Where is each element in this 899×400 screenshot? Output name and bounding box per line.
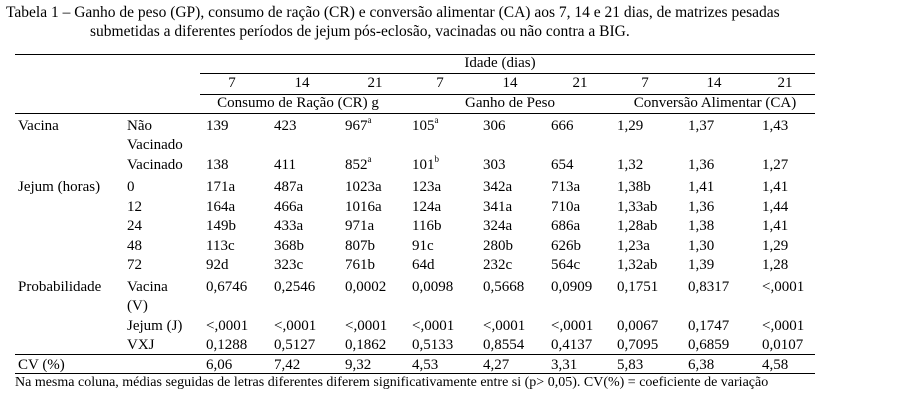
table-cell: 411 xyxy=(274,157,296,173)
row-level: 12 xyxy=(127,199,142,215)
superscript-letter: a xyxy=(367,154,372,164)
table-cell: 4,58 xyxy=(762,357,789,373)
row-level: (V) xyxy=(127,298,148,314)
table-cell: 0,0107 xyxy=(762,337,804,353)
table-cell: 6,06 xyxy=(206,357,233,373)
table-cell: 1,41 xyxy=(762,218,789,234)
table-cell: <,0001 xyxy=(206,318,249,334)
table-top-rule xyxy=(15,54,815,55)
table-cell: 1,32 xyxy=(617,157,644,173)
table-cell: 1,28 xyxy=(762,257,789,273)
table-cell: 433a xyxy=(274,218,304,234)
table-cell: 761b xyxy=(345,257,375,273)
table-cell: 1,30 xyxy=(688,238,715,254)
table-cell: 303 xyxy=(483,157,506,173)
header-day: 21 xyxy=(367,75,383,91)
table-cell: 341a xyxy=(483,199,513,215)
table-cell: 105$^a$ xyxy=(412,115,439,134)
table-bottom-rule xyxy=(15,373,815,374)
table-cell: 9,32 xyxy=(345,357,372,373)
table-cell: 1,28ab xyxy=(617,218,658,234)
table-cell: 0,8317 xyxy=(688,279,730,295)
header-bottom-rule xyxy=(15,113,815,114)
table-cell: 1,44 xyxy=(762,199,789,215)
table-cell: 324a xyxy=(483,218,513,234)
table-cell: 971a xyxy=(345,218,375,234)
table-cell: 1,27 xyxy=(762,157,789,173)
table-cell: 1,29 xyxy=(762,238,789,254)
table-cell: 0,5127 xyxy=(274,337,316,353)
table-cell: 0,1862 xyxy=(345,337,387,353)
table-cell: 6,38 xyxy=(688,357,715,373)
caption-line-2: submetidas a diferentes períodos de jejum pós-eclosão, vacinadas ou não contra a BIG. xyxy=(90,23,630,40)
table-cell: <,0001 xyxy=(762,318,805,334)
table-cell: 171a xyxy=(206,179,236,195)
table-cell: 0,4137 xyxy=(551,337,593,353)
table-cell: 713a xyxy=(551,179,581,195)
table-caption xyxy=(6,3,896,41)
table-cell: 0,2546 xyxy=(274,279,316,295)
table-cell: 564c xyxy=(551,257,581,273)
table-cell: 0,1751 xyxy=(617,279,659,295)
table-cell: 5,83 xyxy=(617,357,644,373)
table-cell: 164a xyxy=(206,199,236,215)
table-cell: 149b xyxy=(206,218,236,234)
table-cell: <,0001 xyxy=(274,318,317,334)
table-cell: 1,41 xyxy=(688,179,715,195)
row-level: Vacina xyxy=(127,279,168,295)
row-level: 72 xyxy=(127,257,142,273)
table-cell: 1,41 xyxy=(762,179,789,195)
table-cell: 487a xyxy=(274,179,304,195)
table-cell: <,0001 xyxy=(345,318,388,334)
table-cell: 626b xyxy=(551,238,581,254)
header-day: 21 xyxy=(572,75,588,91)
header-day: 14 xyxy=(706,75,722,91)
table-cell: 686a xyxy=(551,218,581,234)
table-cell: 0,8554 xyxy=(483,337,525,353)
table-cell: 654 xyxy=(551,157,574,173)
header-day: 7 xyxy=(228,75,236,91)
table-cell: 91c xyxy=(412,238,434,254)
table-cell: 0,1288 xyxy=(206,337,248,353)
table-cell: 807b xyxy=(345,238,375,254)
table-cell: 0,7095 xyxy=(617,337,659,353)
superscript-letter: b xyxy=(434,154,439,164)
table-cell: 138 xyxy=(206,157,229,173)
table-cell: 1,29 xyxy=(617,118,644,134)
row-level: 24 xyxy=(127,218,142,234)
table-cell: 466a xyxy=(274,199,304,215)
table-cell: <,0001 xyxy=(551,318,594,334)
table-cell: 0,0002 xyxy=(345,279,387,295)
table-cell: 1016a xyxy=(345,199,382,215)
table-cell: 852$^a$ xyxy=(345,154,372,173)
table-cell: 64d xyxy=(412,257,435,273)
table-cell: 1,36 xyxy=(688,199,715,215)
cv-top-rule xyxy=(15,354,815,355)
table-cell: 0,6746 xyxy=(206,279,248,295)
table-cell: 124a xyxy=(412,199,442,215)
table-footnote: Na mesma coluna, médias seguidas de letras diferentes diferem significativamente entre si (p> 0,05). CV(%) = coeficiente de variação xyxy=(15,375,769,390)
table-cell: 1,37 xyxy=(688,118,715,134)
table-cell: 113c xyxy=(206,238,235,254)
table-cell: 666 xyxy=(551,118,574,134)
header-day: 21 xyxy=(777,75,793,91)
table-cell: 323c xyxy=(274,257,304,273)
table-cell: 0,0098 xyxy=(412,279,454,295)
caption-line-1: Tabela 1 – Ganho de peso (GP), consumo de ração (CR) e conversão alimentar (CA) aos 7, 14 e 21 dias, de matrizes pesadas xyxy=(6,4,780,21)
row-level: Jejum (J) xyxy=(127,318,183,334)
table-cell: 0,6859 xyxy=(688,337,730,353)
table-cell: 4,53 xyxy=(412,357,439,373)
header-day: 14 xyxy=(294,75,310,91)
table-cell: 139 xyxy=(206,118,229,134)
table-cell: 0,1747 xyxy=(688,318,730,334)
row-factor: Vacina xyxy=(18,118,59,134)
table-cell: 1,38b xyxy=(617,179,651,195)
table-cell: <,0001 xyxy=(483,318,526,334)
table-cell: 368b xyxy=(274,238,304,254)
header-group: Consumo de Ração (CR) g xyxy=(217,95,379,111)
table-cell: 0,5133 xyxy=(412,337,454,353)
table-cell: 710a xyxy=(551,199,581,215)
row-level: 48 xyxy=(127,238,142,254)
row-level: 0 xyxy=(127,179,135,195)
table-cell: 4,27 xyxy=(483,357,510,373)
row-factor: Jejum (horas) xyxy=(18,179,101,195)
superscript-letter: a xyxy=(367,115,372,125)
table-cell: 306 xyxy=(483,118,506,134)
table-cell: 0,0067 xyxy=(617,318,659,334)
table-cell: 342a xyxy=(483,179,513,195)
table-cell: <,0001 xyxy=(412,318,455,334)
table-cell: 423 xyxy=(274,118,297,134)
table-cell: 232c xyxy=(483,257,513,273)
table-cell: 1023a xyxy=(345,179,382,195)
table-cell: 101$^b$ xyxy=(412,154,439,173)
row-level: VXJ xyxy=(127,337,155,353)
table-cell: 116b xyxy=(412,218,442,234)
row-level: Vacinado xyxy=(127,157,183,173)
superscript-letter: a xyxy=(434,115,439,125)
table-cell: 1,39 xyxy=(688,257,715,273)
row-factor: CV (%) xyxy=(18,357,65,373)
header-day: 7 xyxy=(436,75,444,91)
table-cell: 280b xyxy=(483,238,513,254)
table-cell: 123a xyxy=(412,179,442,195)
table-cell: 92d xyxy=(206,257,229,273)
table-cell: 1,32ab xyxy=(617,257,658,273)
table-cell: 0,5668 xyxy=(483,279,525,295)
table-cell: 1,33ab xyxy=(617,199,658,215)
table-cell: 1,43 xyxy=(762,118,789,134)
row-level: Vacinado xyxy=(127,137,183,153)
table-cell: 967$^a$ xyxy=(345,115,372,134)
header-group: Ganho de Peso xyxy=(465,95,555,111)
row-factor: Probabilidade xyxy=(18,279,102,295)
header-day: 7 xyxy=(641,75,649,91)
table-cell: 1,23a xyxy=(617,238,650,254)
header-day: 14 xyxy=(502,75,518,91)
table-cell: <,0001 xyxy=(762,279,805,295)
table-cell: 1,38 xyxy=(688,218,715,234)
table-cell: 1,36 xyxy=(688,157,715,173)
table-cell: 7,42 xyxy=(274,357,301,373)
table-cell: 0,0909 xyxy=(551,279,593,295)
header-group: Conversão Alimentar (CA) xyxy=(633,95,797,111)
table-cell: 3,31 xyxy=(551,357,578,373)
header-idade: Idade (dias) xyxy=(464,55,536,71)
row-level: Não xyxy=(127,118,152,134)
